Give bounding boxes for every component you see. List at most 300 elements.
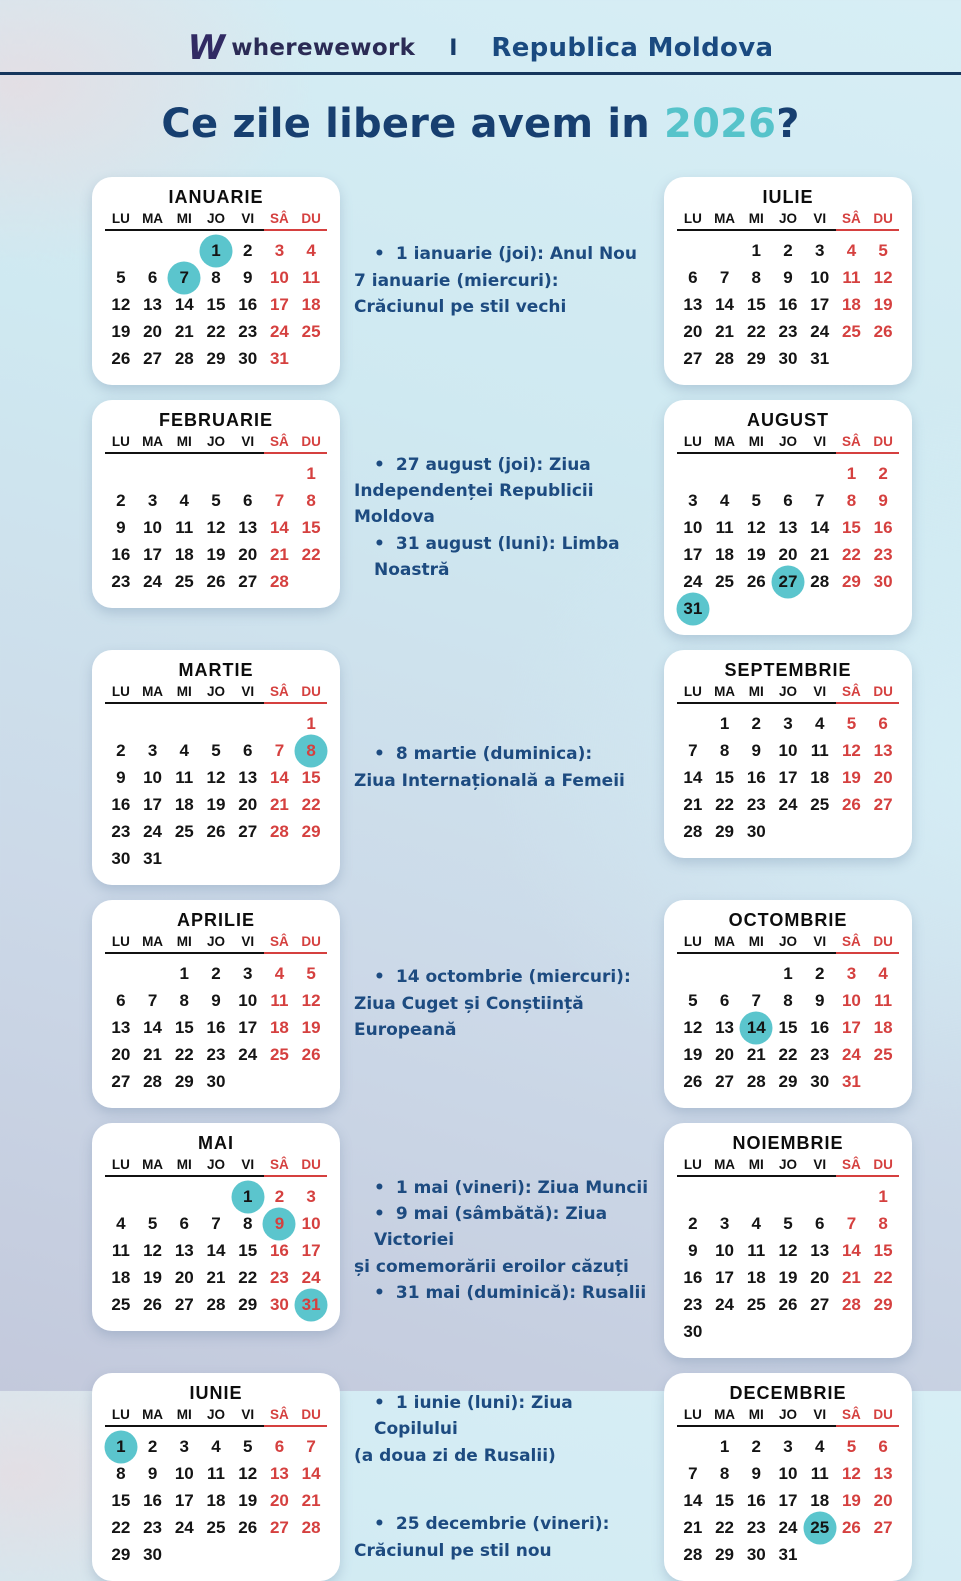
day-cell: 20 (715, 1044, 735, 1064)
weekday-label: SÂ (836, 1157, 868, 1177)
day-cell: 22 (746, 321, 766, 341)
empty-day-cell (137, 710, 169, 737)
holiday-day-cell: 14 (740, 1014, 772, 1041)
weeks (677, 237, 899, 372)
weekday-label: MI (168, 1407, 200, 1427)
weekday-label: MI (168, 684, 200, 704)
day-cell: 28 (683, 1544, 703, 1564)
weekday-label: DU (295, 434, 327, 454)
empty-day-cell (264, 460, 296, 487)
empty-day-cell (740, 960, 772, 987)
empty-day-cell (295, 1541, 327, 1568)
day-cell: 26 (206, 821, 226, 841)
day-cell: 27 (174, 1294, 194, 1314)
day-cell: 23 (143, 1517, 163, 1537)
empty-day-cell (264, 1068, 296, 1095)
weekday-label: MA (709, 684, 741, 704)
weekday-label: MI (740, 434, 772, 454)
empty-day-cell (772, 818, 804, 845)
note-line: • 9 mai (sâmbătă): Ziua Victoriei (374, 1203, 608, 1251)
day-cell: 23 (778, 321, 798, 341)
day-cell: 21 (143, 1044, 163, 1064)
day-cell: 13 (174, 1240, 194, 1260)
day-cell: 4 (846, 240, 857, 260)
day-cell: 31 (269, 348, 289, 368)
weekday-header-row (105, 211, 327, 231)
day-cell: 27 (810, 1294, 830, 1314)
weeks (677, 960, 899, 1095)
weekday-label: LU (105, 684, 137, 704)
day-cell: 5 (211, 490, 221, 510)
day-cell: 10 (715, 1240, 735, 1260)
day-cell: 17 (810, 294, 830, 314)
weekday-label: VI (804, 1157, 836, 1177)
week-row (677, 318, 899, 345)
day-cell: 25 (746, 1294, 766, 1314)
weeks (677, 460, 899, 622)
day-cell: 16 (111, 794, 131, 814)
day-cell: 12 (778, 1240, 798, 1260)
empty-day-cell (137, 237, 169, 264)
empty-day-cell (804, 1541, 836, 1568)
day-cell: 13 (111, 1017, 131, 1037)
empty-day-cell (709, 595, 741, 622)
day-cell: 16 (143, 1490, 163, 1510)
weekday-label: JO (200, 434, 232, 454)
weekday-label: MI (168, 934, 200, 954)
weekday-label: SÂ (264, 1157, 296, 1177)
empty-day-cell (772, 1183, 804, 1210)
weekday-label: SÂ (264, 684, 296, 704)
day-cell: 15 (301, 767, 321, 787)
day-cell: 18 (746, 1267, 766, 1287)
month-title: OCTOMBRIE (728, 910, 848, 930)
holiday-day-cell: 7 (168, 264, 200, 291)
empty-day-cell (677, 237, 709, 264)
day-cell: 30 (873, 571, 893, 591)
week-row (105, 1291, 327, 1318)
day-cell: 24 (269, 321, 289, 341)
weekday-label: SÂ (836, 434, 868, 454)
weekday-label: LU (105, 1157, 137, 1177)
weekday-label: DU (295, 211, 327, 231)
empty-day-cell (772, 460, 804, 487)
weekday-label: JO (200, 934, 232, 954)
day-cell: 17 (269, 294, 289, 314)
week-row (677, 1514, 899, 1541)
day-cell: 14 (301, 1463, 321, 1483)
day-cell: 14 (683, 1490, 703, 1510)
month-card-august (664, 400, 912, 635)
calendar-row (92, 1373, 912, 1581)
day-cell: 8 (116, 1463, 126, 1483)
day-cell: 26 (778, 1294, 798, 1314)
weekday-label: LU (105, 934, 137, 954)
day-cell: 6 (719, 990, 730, 1010)
day-cell: 6 (878, 713, 888, 733)
day-cell: 20 (873, 767, 893, 787)
weekday-label: VI (232, 434, 264, 454)
day-cell: 18 (269, 1017, 289, 1037)
calendar-row (92, 400, 912, 635)
weekday-label: MI (740, 1407, 772, 1427)
empty-day-cell (295, 845, 327, 872)
day-cell: 3 (814, 240, 825, 260)
weekday-label: MA (137, 434, 169, 454)
day-cell: 24 (810, 321, 830, 341)
weekday-header-row (677, 211, 899, 231)
weekday-label: MI (740, 1157, 772, 1177)
weekday-label: DU (295, 684, 327, 704)
week-row (105, 345, 327, 372)
empty-day-cell (709, 237, 741, 264)
week-row (105, 987, 327, 1014)
weekday-label: MI (740, 684, 772, 704)
day-cell: 16 (778, 294, 798, 314)
weekday-label: DU (867, 211, 899, 231)
wherewework-logo-icon: W (187, 28, 224, 68)
day-cell: 13 (873, 1463, 893, 1483)
weekday-label: LU (105, 1407, 137, 1427)
day-cell: 8 (306, 490, 316, 510)
day-cell: 12 (683, 1017, 703, 1037)
day-cell: 20 (683, 321, 703, 341)
day-cell: 12 (206, 767, 226, 787)
week-row (677, 1014, 899, 1041)
month-card-iulie (664, 177, 912, 385)
day-cell: 24 (683, 571, 703, 591)
empty-day-cell (709, 960, 741, 987)
day-cell: 7 (688, 740, 698, 760)
empty-day-cell (867, 1318, 899, 1345)
day-cell: 1 (306, 463, 316, 483)
weekday-label: DU (295, 1407, 327, 1427)
weeks (677, 1183, 899, 1345)
weekday-label: JO (200, 1157, 232, 1177)
weekday-header-row (105, 434, 327, 454)
day-cell: 23 (683, 1294, 703, 1314)
day-cell: 1 (719, 1436, 730, 1456)
day-cell: 28 (683, 821, 703, 841)
day-cell: 1 (878, 1186, 888, 1206)
weekday-label: JO (200, 211, 232, 231)
day-cell: 4 (814, 1436, 825, 1456)
month-title: IUNIE (189, 1383, 243, 1403)
empty-day-cell (804, 1183, 836, 1210)
weekday-label: VI (804, 684, 836, 704)
month-title: DECEMBRIE (729, 1383, 847, 1403)
logo (187, 28, 416, 68)
day-cell: 26 (683, 1071, 703, 1091)
day-cell: 23 (746, 794, 766, 814)
week-row (105, 960, 327, 987)
day-cell: 21 (810, 544, 830, 564)
weekday-header-row (105, 1157, 327, 1177)
day-cell: 18 (841, 294, 861, 314)
week-row (677, 1183, 899, 1210)
empty-day-cell (105, 237, 137, 264)
day-cell: 8 (878, 1213, 888, 1233)
weekday-label: JO (200, 1407, 232, 1427)
month-title: MARTIE (178, 660, 254, 680)
empty-day-cell (677, 1183, 709, 1210)
day-cell: 16 (206, 1017, 226, 1037)
weekday-header-row (105, 1407, 327, 1427)
weekday-label: SÂ (264, 934, 296, 954)
week-row (105, 1014, 327, 1041)
day-cell: 4 (814, 713, 825, 733)
weekday-label: MA (709, 1407, 741, 1427)
day-cell: 4 (878, 963, 888, 983)
day-cell: 28 (810, 571, 830, 591)
weeks (105, 1433, 327, 1568)
holiday-notes (348, 1390, 656, 1564)
day-cell: 11 (874, 990, 893, 1010)
weekday-label: VI (232, 934, 264, 954)
day-cell: 7 (814, 490, 825, 510)
day-cell: 26 (841, 794, 861, 814)
day-cell: 14 (683, 767, 703, 787)
empty-day-cell (105, 1183, 137, 1210)
day-cell: 21 (301, 1490, 321, 1510)
weekday-label: VI (232, 1157, 264, 1177)
day-cell: 4 (179, 490, 190, 510)
note-line: Ziua Cuget și Conștiință Europeană (354, 993, 584, 1041)
day-cell: 22 (778, 1044, 798, 1064)
day-cell: 5 (783, 1213, 793, 1233)
empty-day-cell (137, 960, 169, 987)
weekday-label: SÂ (836, 684, 868, 704)
week-row (105, 514, 327, 541)
day-cell: 27 (143, 348, 163, 368)
week-row (105, 460, 327, 487)
day-cell: 12 (841, 740, 861, 760)
day-cell: 14 (143, 1017, 163, 1037)
weeks (677, 1433, 899, 1568)
day-cell: 4 (274, 963, 285, 983)
day-cell: 22 (301, 794, 321, 814)
bullet-icon: • (374, 454, 385, 475)
day-cell: 21 (683, 1517, 703, 1537)
weekday-label: LU (677, 434, 709, 454)
week-row (677, 710, 899, 737)
month-card-februarie (92, 400, 340, 608)
week-row (105, 764, 327, 791)
day-cell: 11 (111, 1240, 130, 1260)
day-cell: 11 (302, 267, 321, 287)
day-cell: 20 (238, 794, 258, 814)
day-cell: 27 (238, 571, 258, 591)
day-cell: 4 (211, 1436, 221, 1456)
day-cell: 16 (111, 544, 131, 564)
day-cell: 19 (841, 1490, 861, 1510)
day-cell: 15 (841, 517, 861, 537)
weekday-label: DU (867, 1157, 899, 1177)
day-cell: 23 (238, 321, 258, 341)
weekday-label: LU (677, 684, 709, 704)
day-cell: 17 (715, 1267, 735, 1287)
day-cell: 23 (873, 544, 893, 564)
day-cell: 10 (143, 517, 163, 537)
calendar-row (92, 177, 912, 385)
week-row (105, 791, 327, 818)
empty-day-cell (677, 1433, 709, 1460)
day-cell: 12 (301, 990, 321, 1010)
week-row (677, 460, 899, 487)
week-row (677, 541, 899, 568)
empty-day-cell (836, 345, 868, 372)
weekday-label: DU (867, 684, 899, 704)
day-cell: 10 (683, 517, 703, 537)
day-cell: 16 (810, 1017, 830, 1037)
day-cell: 9 (751, 740, 762, 760)
day-cell: 20 (778, 544, 798, 564)
day-cell: 30 (111, 848, 131, 868)
day-cell: 13 (143, 294, 163, 314)
day-cell: 12 (873, 267, 893, 287)
empty-day-cell (677, 710, 709, 737)
weekday-label: JO (200, 684, 232, 704)
day-cell: 20 (810, 1267, 830, 1287)
week-row (677, 264, 899, 291)
day-cell: 14 (269, 767, 289, 787)
day-cell: 17 (841, 1017, 861, 1037)
empty-day-cell (264, 1541, 296, 1568)
day-cell: 25 (111, 1294, 131, 1314)
weeks (677, 710, 899, 845)
day-cell: 7 (846, 1213, 857, 1233)
empty-day-cell (804, 1318, 836, 1345)
day-cell: 22 (206, 321, 226, 341)
day-cell: 20 (238, 544, 258, 564)
month-title: APRILIE (176, 910, 255, 930)
empty-day-cell (804, 595, 836, 622)
day-cell: 23 (746, 1517, 766, 1537)
day-cell: 19 (841, 767, 861, 787)
day-cell: 28 (715, 348, 735, 368)
empty-day-cell (709, 1183, 741, 1210)
day-cell: 22 (301, 544, 321, 564)
day-cell: 15 (746, 294, 766, 314)
month-title: NOIEMBRIE (732, 1133, 844, 1153)
day-cell: 3 (274, 240, 285, 260)
weekday-label: VI (232, 1407, 264, 1427)
day-cell: 9 (116, 517, 126, 537)
empty-day-cell (836, 1318, 868, 1345)
day-cell: 30 (269, 1294, 289, 1314)
day-cell: 29 (111, 1544, 131, 1564)
weekday-label: DU (867, 934, 899, 954)
day-cell: 5 (116, 267, 126, 287)
week-row (677, 764, 899, 791)
day-cell: 21 (746, 1044, 766, 1064)
note-group (354, 1390, 650, 1469)
week-row (677, 791, 899, 818)
day-cell: 20 (111, 1044, 131, 1064)
day-cell: 29 (841, 571, 861, 591)
day-cell: 11 (810, 1463, 829, 1483)
day-cell: 29 (778, 1071, 798, 1091)
day-cell: 17 (143, 794, 163, 814)
day-cell: 30 (238, 348, 258, 368)
day-cell: 14 (174, 294, 194, 314)
empty-day-cell (200, 1541, 232, 1568)
weeks (105, 960, 327, 1095)
day-cell: 16 (238, 294, 258, 314)
day-cell: 11 (175, 767, 194, 787)
week-row (105, 1433, 327, 1460)
day-cell: 9 (147, 1463, 158, 1483)
day-cell: 27 (873, 794, 893, 814)
week-row (105, 845, 327, 872)
day-cell: 19 (873, 294, 893, 314)
day-cell: 2 (751, 1436, 762, 1456)
week-row (105, 818, 327, 845)
weekday-label: MA (137, 1157, 169, 1177)
day-cell: 23 (269, 1267, 289, 1287)
weekday-label: DU (295, 1157, 327, 1177)
note-line: Ziua Internațională a Femeii (354, 770, 625, 791)
month-title: SEPTEMBRIE (724, 660, 852, 680)
day-cell: 13 (778, 517, 798, 537)
note-group (354, 1511, 650, 1564)
day-cell: 29 (238, 1294, 258, 1314)
day-cell: 15 (301, 517, 321, 537)
day-cell: 14 (841, 1240, 861, 1260)
weekday-label: LU (677, 1157, 709, 1177)
month-card-iunie (92, 1373, 340, 1581)
weekday-label: MA (137, 684, 169, 704)
day-cell: 6 (783, 490, 793, 510)
weekday-label: JO (772, 1157, 804, 1177)
week-row (677, 487, 899, 514)
day-cell: 25 (873, 1044, 893, 1064)
day-cell: 22 (873, 1267, 893, 1287)
day-cell: 27 (873, 1517, 893, 1537)
month-title: FEBRUARIE (158, 410, 273, 430)
day-cell: 1 (751, 240, 762, 260)
day-cell: 30 (746, 821, 766, 841)
week-row (105, 291, 327, 318)
week-row (677, 237, 899, 264)
page-title (0, 101, 961, 147)
day-cell: 6 (116, 990, 126, 1010)
empty-day-cell (232, 1541, 264, 1568)
weekday-label: SÂ (264, 211, 296, 231)
week-row (677, 960, 899, 987)
weekday-label: MA (709, 934, 741, 954)
day-cell: 9 (116, 767, 126, 787)
week-row (677, 514, 899, 541)
empty-day-cell (137, 460, 169, 487)
day-cell: 5 (242, 1436, 253, 1456)
week-row (677, 1541, 899, 1568)
note-line: (a doua zi de Rusalii) (354, 1445, 556, 1466)
day-cell: 24 (143, 571, 163, 591)
day-cell: 2 (116, 740, 126, 760)
week-row (105, 568, 327, 595)
day-cell: 8 (719, 1463, 730, 1483)
day-cell: 28 (143, 1071, 163, 1091)
day-cell: 10 (810, 267, 830, 287)
day-cell: 7 (306, 1436, 316, 1456)
day-cell: 9 (814, 990, 825, 1010)
weekday-label: VI (804, 434, 836, 454)
bullet-icon: • (374, 967, 385, 988)
day-cell: 13 (683, 294, 703, 314)
empty-day-cell (709, 460, 741, 487)
day-cell: 21 (269, 544, 289, 564)
